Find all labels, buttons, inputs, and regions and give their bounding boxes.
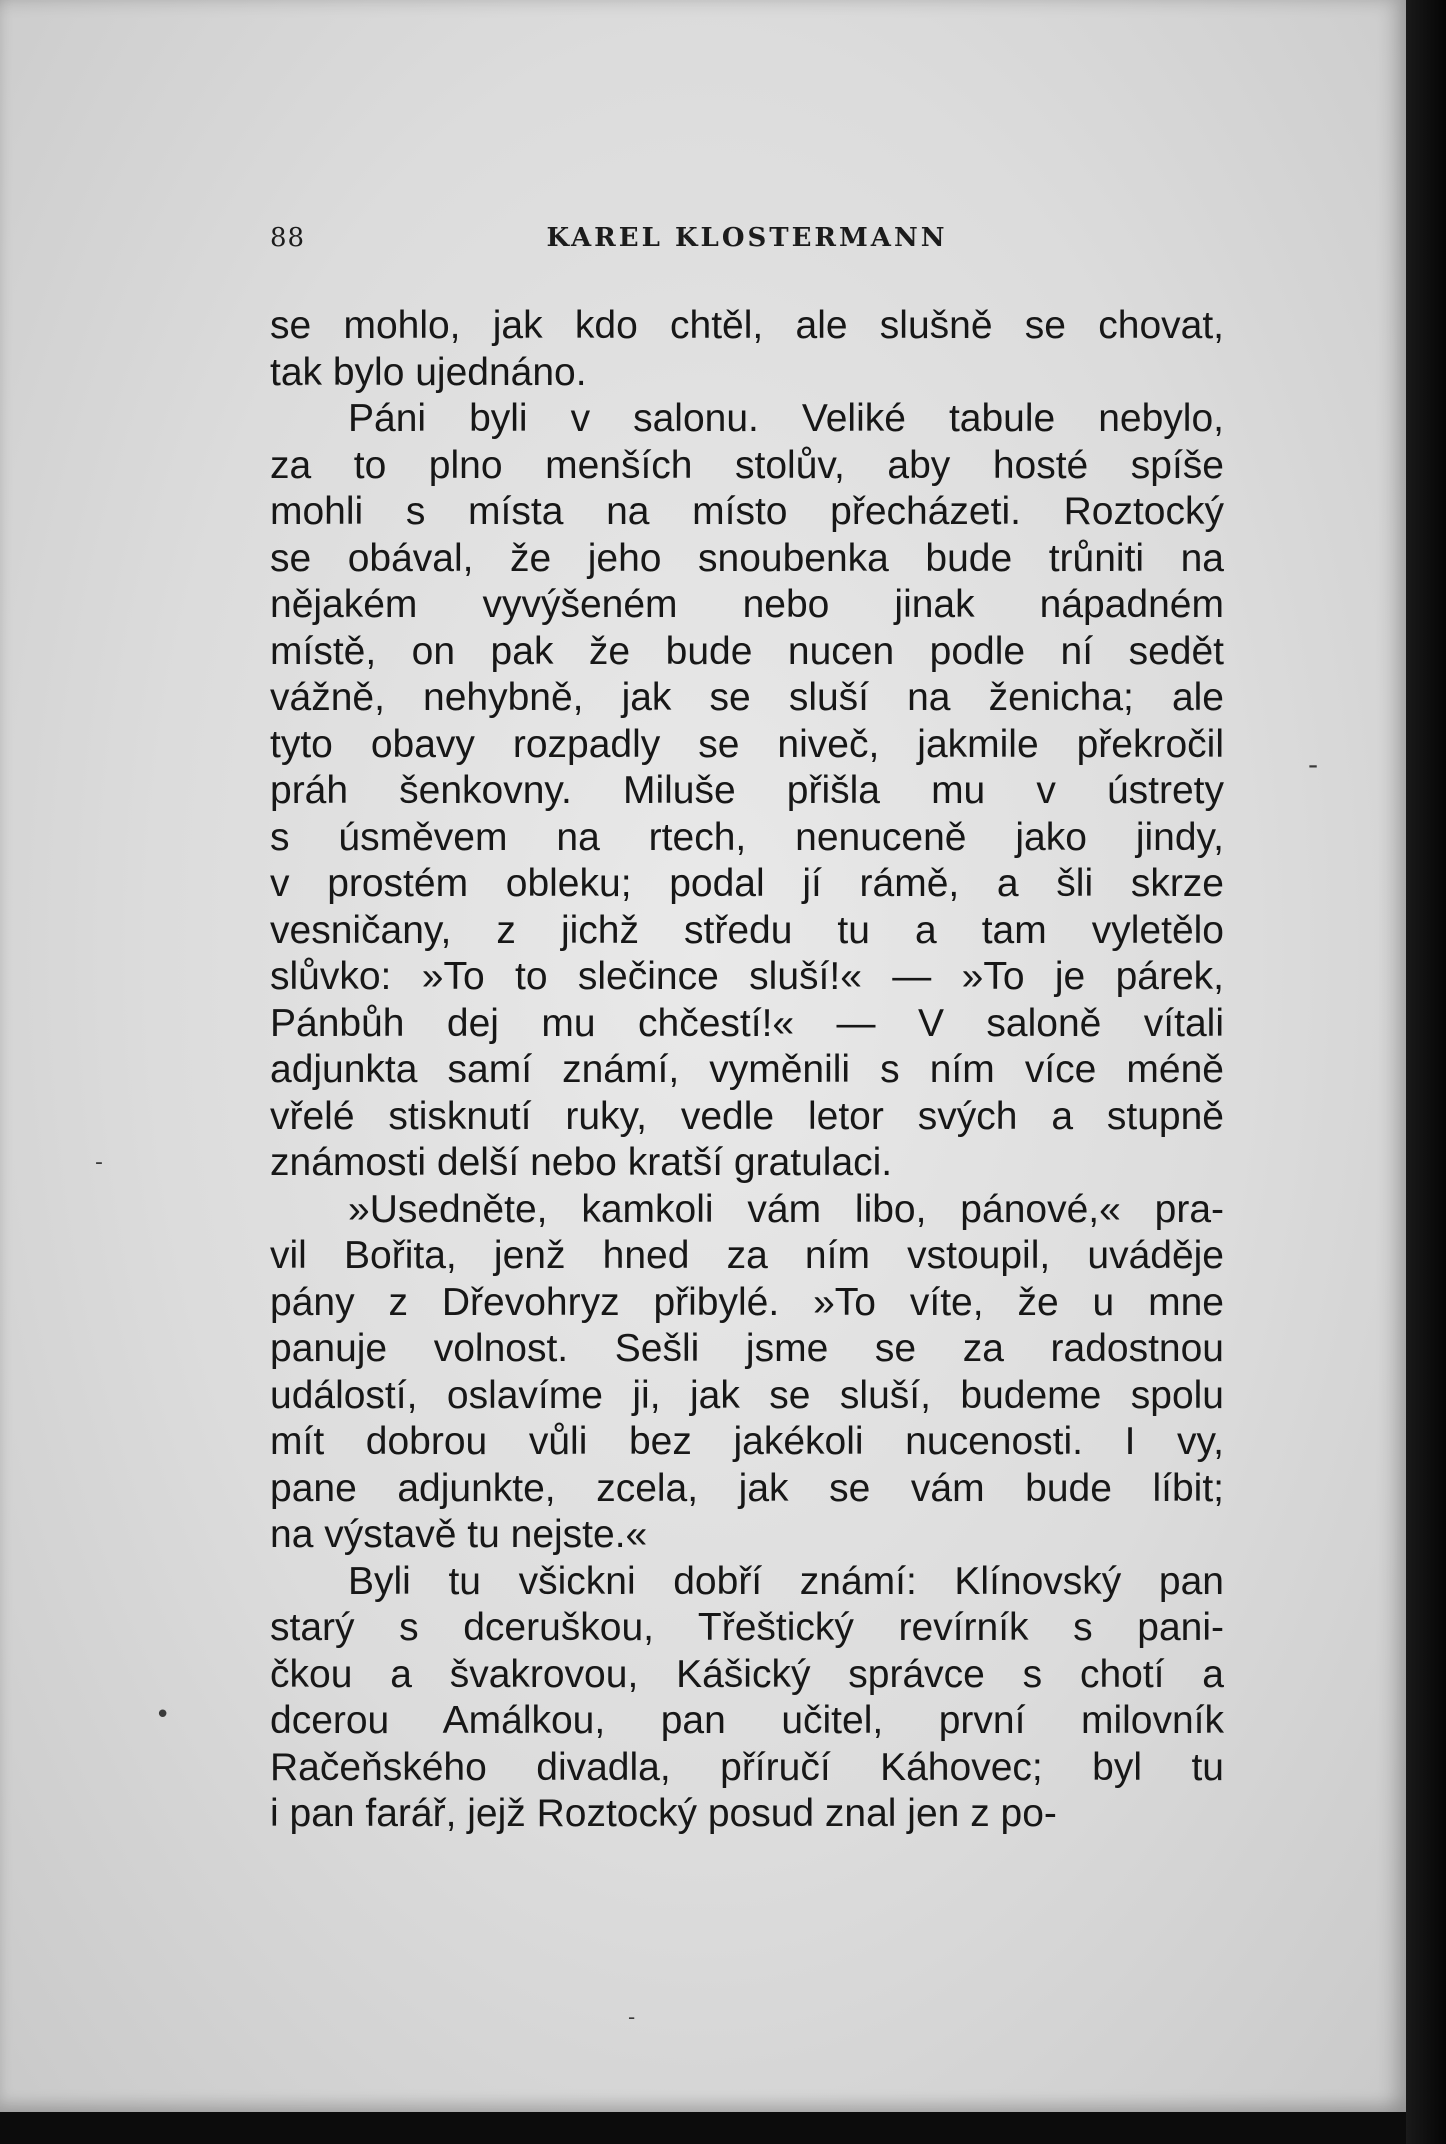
- text-line: pane adjunkte, zcela, jak se vám bude líbit;: [270, 1466, 1224, 1510]
- page-number: 88: [270, 223, 306, 253]
- running-head: KAREL KLOSTERMANN: [546, 223, 948, 253]
- text-line: vesničany, z jichž středu tu a tam vyletělo: [270, 908, 1224, 952]
- text-line: adjunkta samí známí, vyměnili s ním více méně: [270, 1048, 1224, 1091]
- text-line: práh šenkovny. Miluše přišla mu v ústrety: [270, 769, 1224, 812]
- stray-mark: -: [628, 2005, 636, 2029]
- stray-mark: •: [155, 1700, 171, 1730]
- text-line: vážně, nehybně, jak se sluší na ženicha; ale: [270, 676, 1224, 719]
- text-line: známosti delší nebo kratší gratulaci.: [270, 1141, 893, 1184]
- text-line: nějakém vyvýšeném nebo jinak nápadném: [270, 583, 1224, 626]
- text-line: na výstavě tu nejste.«: [270, 1513, 648, 1556]
- text-line: událostí, oslavíme ji, jak se sluší, budeme spolu: [270, 1373, 1224, 1417]
- text-line: vřelé stisknutí ruky, vedle letor svých a stupně: [270, 1094, 1224, 1138]
- text-line: Pánbůh dej mu chčestí!« — V saloně vítali: [270, 1001, 1224, 1045]
- text-line: i pan farář, jejž Roztocký posud znal jen z po-: [270, 1792, 1057, 1835]
- text-line: Byli tu všickni dobří známí: Klínovský pan: [348, 1559, 1224, 1603]
- text-line: pány z Dřevohryz přibylé. »To víte, že u mne: [270, 1280, 1224, 1324]
- text-line: Páni byli v salonu. Veliké tabule nebylo,: [348, 397, 1224, 440]
- stray-mark: -: [1308, 748, 1319, 781]
- stray-mark: -: [95, 1150, 103, 1175]
- text-line: vil Bořita, jenž hned za ním vstoupil, uváděje: [270, 1234, 1224, 1277]
- text-line: v prostém obleku; podal jí rámě, a šli skrze: [270, 862, 1224, 905]
- text-line: mít dobrou vůli bez jakékoli nucenosti. I vy,: [270, 1420, 1224, 1463]
- text-line: »Usedněte, kamkoli vám libo, pánové,« pra-: [348, 1187, 1224, 1231]
- text-line: tak bylo ujednáno.: [270, 350, 587, 394]
- text-line: tyto obavy rozpadly se niveč, jakmile překročil: [270, 722, 1224, 766]
- text-line: starý s dceruškou, Třeštický revírník s pani-: [270, 1606, 1224, 1649]
- text-line: se mohlo, jak kdo chtěl, ale slušně se chovat,: [270, 304, 1224, 347]
- text-line: za to plno menších stolův, aby hosté spíše: [270, 443, 1224, 487]
- text-line: se obával, že jeho snoubenka bude trůniti na: [270, 536, 1224, 580]
- text-line: panuje volnost. Sešli jsme se za radostnou: [270, 1327, 1224, 1370]
- text-line: dcerou Amálkou, pan učitel, první milovník: [270, 1699, 1224, 1742]
- text-line: mohli s místa na místo přecházeti. Roztocký: [270, 490, 1224, 533]
- text-line: s úsměvem na rtech, nenuceně jako jindy,: [270, 815, 1224, 859]
- text-line: místě, on pak že bude nucen podle ní sedět: [270, 629, 1224, 673]
- text-line: čkou a švakrovou, Kášický správce s chotí a: [270, 1652, 1224, 1696]
- text-line: Račeňského divadla, příručí Káhovec; byl tu: [270, 1745, 1224, 1789]
- text-line: slůvko: »To to slečince sluší!« — »To je párek,: [270, 955, 1224, 998]
- page-binding-edge: [1406, 0, 1446, 2144]
- body-text: [270, 303, 1224, 1838]
- page-header: [270, 218, 1224, 258]
